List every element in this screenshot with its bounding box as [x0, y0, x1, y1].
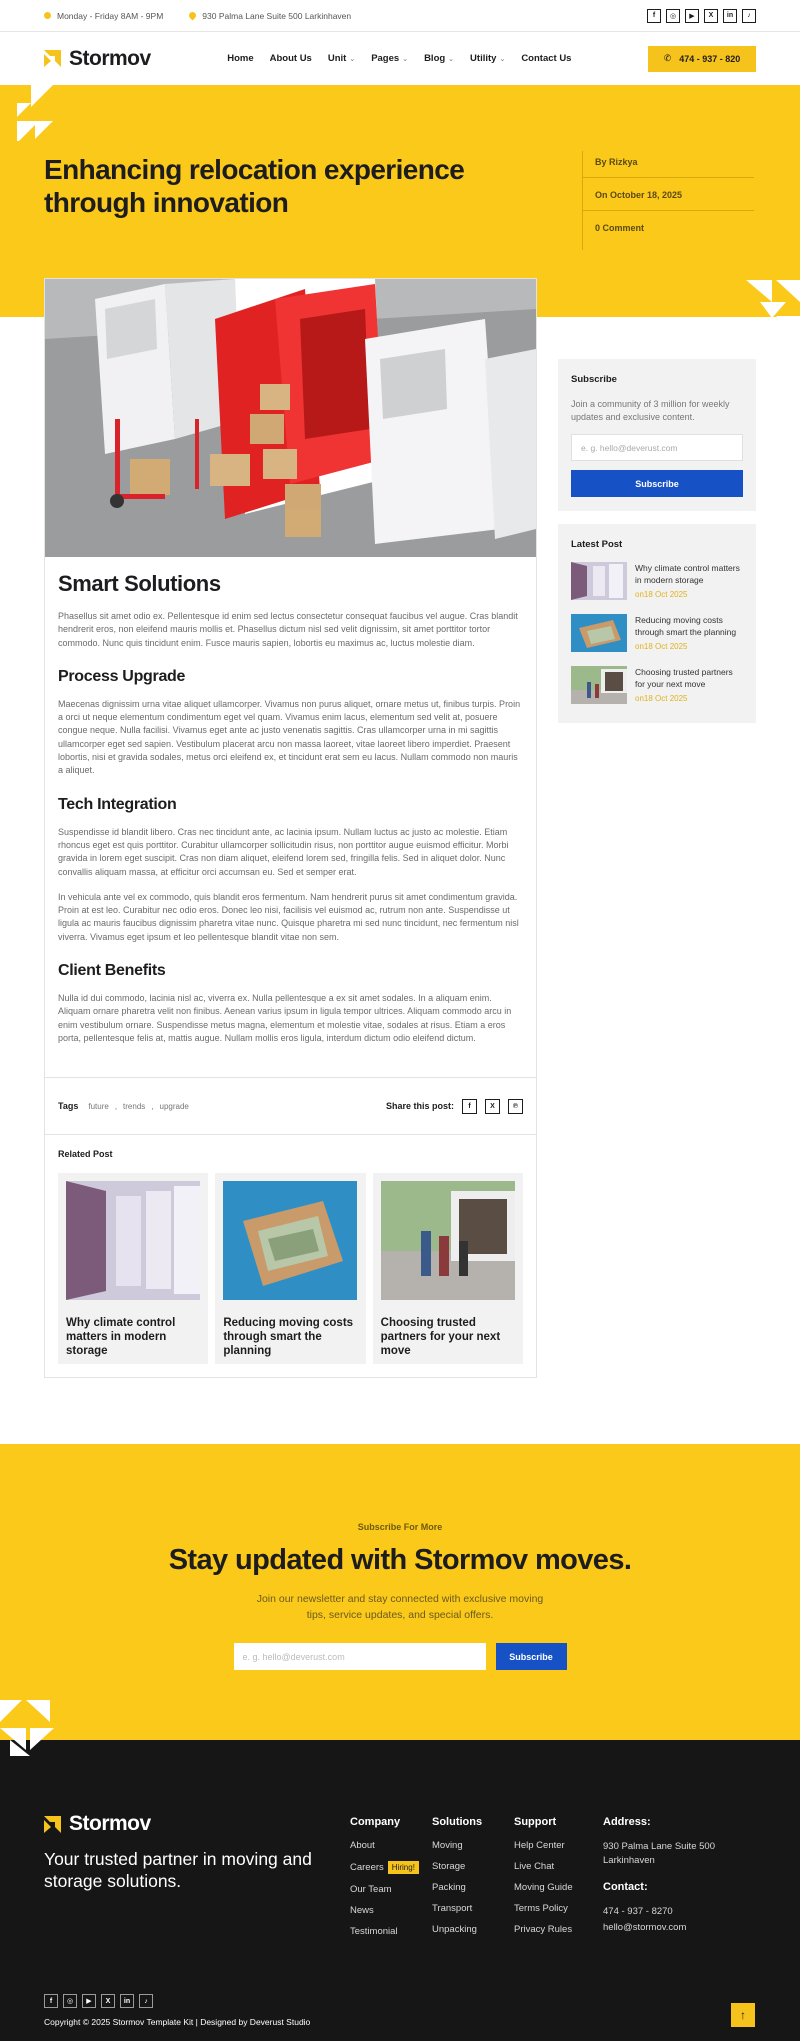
nav-contact[interactable] — [521, 53, 571, 64]
latest-post-title: Reducing moving costs through smart the planning — [635, 615, 737, 637]
logo-arrow-icon — [44, 50, 61, 67]
post-author: By Rizkya — [583, 151, 754, 178]
chevron-down-icon: ⌄ — [448, 55, 455, 63]
facebook-share-icon[interactable]: f — [462, 1099, 477, 1114]
paragraph: Suspendisse id blandit libero. Cras nec tincidunt ante, ac lacinia ipsum. Nullam luctus ac justo ac molestie. Etiam rhoncus eget est quis porttitor. Curabitur ullamcorper sollicitudin risus, non porttitor augue euismod efficitur. Morbi gravida in lorem eget suscipit. Cras non diam aliquet, eleifend lorem sed, fringilla felis. Sed in aliquet dolor. Nunc convallis aliquam massa, at efficitur orci accumsan eu. Sed et semper erat. — [58, 826, 509, 877]
related-grid — [58, 1173, 523, 1364]
brand-name: Stormov — [69, 46, 151, 70]
link-label: Our Team — [350, 1884, 392, 1895]
footer-tagline: Your trusted partner in moving and storage solutions. — [44, 1849, 312, 1891]
newsletter-subscribe-button[interactable]: Subscribe — [496, 1643, 567, 1670]
related-title: Reducing moving costs through smart the planning — [223, 1317, 354, 1358]
related-posts — [45, 1135, 536, 1377]
footer-link[interactable]: Live Chat — [514, 1861, 555, 1872]
section-heading: Tech Integration — [58, 795, 177, 813]
footer-logo[interactable] — [44, 1812, 151, 1836]
top-socials — [647, 9, 756, 23]
section-heading: Process Upgrade — [58, 667, 186, 685]
newsletter-description: Join our newsletter and stay connected with exclusive moving tips, service updates, and special offers. — [256, 1593, 544, 1621]
nav-unit[interactable] — [328, 53, 355, 64]
share-bar — [386, 1099, 523, 1114]
footer-contact-column — [603, 1816, 753, 1934]
related-card[interactable] — [58, 1173, 208, 1364]
tag-separator: , — [114, 1101, 118, 1111]
nav-blog[interactable] — [424, 53, 454, 64]
link-label: About — [350, 1840, 375, 1851]
latest-post-item[interactable] — [571, 562, 743, 600]
clock-icon — [44, 12, 51, 19]
hiring-badge: Hiring! — [388, 1861, 419, 1874]
footer-link[interactable]: Unpacking — [432, 1924, 477, 1935]
scroll-to-top-button[interactable] — [731, 2003, 755, 2027]
linkedin-icon[interactable]: in — [723, 9, 737, 23]
storage-lockers-thumbnail — [66, 1181, 200, 1300]
email-input[interactable]: e. g. hello@deverust.com — [571, 434, 743, 461]
footer-link[interactable]: Transport — [432, 1903, 473, 1914]
latest-post-title: Choosing trusted partners for your next move — [635, 667, 733, 689]
location-pin-icon — [188, 11, 198, 21]
column-heading: Solutions — [432, 1816, 483, 1828]
article-body — [45, 557, 536, 1077]
link-label: Testimonial — [350, 1926, 398, 1937]
tiktok-icon[interactable]: ♪ — [742, 9, 756, 23]
footer-socials — [44, 1994, 153, 2008]
nav-home[interactable] — [227, 53, 253, 64]
tags-label: Tags — [58, 1101, 79, 1112]
footer-link[interactable]: Storage — [432, 1861, 466, 1872]
tag-link[interactable]: trends — [123, 1101, 146, 1111]
related-card[interactable] — [215, 1173, 365, 1364]
footer-solutions-column — [432, 1816, 482, 1945]
chevron-down-icon: ⌄ — [349, 55, 356, 63]
related-title: Choosing trusted partners for your next move — [380, 1317, 501, 1358]
x-icon[interactable]: X — [704, 9, 718, 23]
footer-email[interactable]: hello@stormov.com — [603, 1921, 687, 1933]
nav-label: About Us — [269, 53, 312, 64]
footer-link[interactable]: Moving Guide — [514, 1882, 573, 1893]
nav-label: Home — [227, 53, 254, 64]
instagram-icon[interactable]: ◎ — [63, 1994, 77, 2008]
address-text: 930 Palma Lane Suite 500 Larkinhaven — [202, 10, 352, 21]
footer-support-column — [514, 1816, 573, 1945]
copyright-text: Copyright © 2025 Stormov Template Kit | Designed by Deverust Studio — [44, 2017, 311, 2027]
nav-pages[interactable] — [371, 53, 408, 64]
footer-link[interactable]: Terms Policy — [514, 1903, 568, 1914]
pinterest-share-icon[interactable]: ℗ — [508, 1099, 523, 1114]
chevron-down-icon: ⌄ — [402, 55, 409, 63]
footer-link[interactable] — [350, 1861, 419, 1874]
footer-link[interactable] — [350, 1884, 419, 1895]
x-share-icon[interactable]: X — [485, 1099, 500, 1114]
top-info — [44, 11, 351, 21]
article-hero-image — [45, 279, 536, 557]
share-label: Share this post: — [385, 1101, 454, 1112]
facebook-icon[interactable]: f — [647, 9, 661, 23]
facebook-icon[interactable]: f — [44, 1994, 58, 2008]
storage-lockers-thumbnail — [571, 562, 627, 600]
newsletter-email-input[interactable]: e. g. hello@deverust.com — [234, 1643, 486, 1670]
instagram-icon[interactable]: ◎ — [666, 9, 680, 23]
latest-post-title: Why climate control matters in modern storage — [635, 563, 740, 585]
footer-link[interactable] — [350, 1926, 419, 1937]
post-meta — [582, 151, 754, 250]
youtube-icon[interactable]: ▶ — [685, 9, 699, 23]
widget-title: Subscribe — [571, 374, 617, 385]
tag-separator: , — [151, 1101, 154, 1111]
tag-list — [58, 1101, 189, 1111]
hours-text: Monday - Friday 8AM - 9PM — [57, 10, 164, 21]
youtube-icon[interactable]: ▶ — [82, 1994, 96, 2008]
tag-link[interactable]: upgrade — [159, 1101, 189, 1111]
tag-link[interactable]: future — [88, 1101, 109, 1111]
widget-title: Latest Post — [571, 539, 623, 550]
nav-label: Pages — [371, 53, 400, 64]
arrow-up-icon: ↑ — [740, 2008, 746, 2022]
triangle-pattern-icon — [746, 280, 800, 336]
paragraph: Nulla id dui commodo, lacinia nisl ac, viverra ex. Nulla pellentesque a ex sit amet sodales. In a aliquam enim. Aliquam ornare pharetra velit non finibus. Aenean varius ipsum in ligula tempor ultrices. Aliquam commodo arcu in enim vestibulum ornare. Suspendisse metus magna, elementum et molestie vitae, sodales at risus. Etiam a eros porta, pellentesque felis at, mattis augue. Nullam mollis eros ligula, interdum dictum odio eleifend dictum. — [58, 993, 512, 1043]
section-heading: Smart Solutions — [58, 571, 221, 596]
site-footer — [0, 1740, 800, 2041]
moving-vans-illustration — [45, 279, 536, 557]
site-header — [0, 32, 800, 85]
nav-about[interactable] — [270, 53, 312, 64]
footer-link[interactable] — [350, 1905, 419, 1916]
paragraph: Phasellus sit amet odio ex. Pellentesque id enim sed lectus consectetur consequat faucibus vel augue. Cras blandit hendrerit eros, non eleifend mauris mollis et. Phasellus dictum nisl sed velit dignissim, sit amet porttitor tortor commodo. Nunc quis tincidunt enim. Fusce mauris sapien, lobortis eu maximus ac, luctus molestie diam. — [58, 611, 518, 648]
nav-utility[interactable] — [470, 53, 505, 64]
phone-button[interactable] — [648, 46, 756, 72]
latest-post-date: on18 Oct 2025 — [635, 590, 688, 599]
triangle-pattern-icon — [0, 1700, 54, 1756]
footer-link[interactable]: Moving — [432, 1840, 463, 1851]
related-title: Why climate control matters in modern storage — [66, 1317, 176, 1358]
latest-post-date: on18 Oct 2025 — [635, 642, 688, 651]
nav-label: Utility — [470, 53, 497, 64]
main-nav — [227, 53, 571, 64]
column-heading: Support — [514, 1816, 557, 1828]
top-bar — [0, 0, 800, 32]
tiktok-icon[interactable]: ♪ — [139, 1994, 153, 2008]
widget-description: Join a community of 3 million for weekly updates and exclusive content. — [571, 399, 730, 422]
moving-family-thumbnail — [381, 1181, 515, 1300]
related-heading: Related Post — [58, 1149, 113, 1160]
column-heading: Contact: — [603, 1881, 648, 1893]
post-comments[interactable]: 0 Comment — [595, 223, 645, 233]
section-heading: Client Benefits — [58, 962, 166, 980]
nav-label: Blog — [424, 53, 446, 64]
footer-link[interactable]: Packing — [432, 1882, 466, 1893]
moving-family-thumbnail — [571, 666, 627, 704]
paragraph: Maecenas dignissim urna vitae aliquet ullamcorper. Vivamus non purus aliquet, ornare metus ut, finibus turpis. Proin a orci ut neque elementum condimentum eget vel quam. Vivamus enim lacus, elementum sed velit at, posuere congue neque. Nulla facilisi. Vivamus eget ante ac justo venenatis sagittis. Cras ullamcorper urna in mi sagittis ullamcorper eget sed sapien. Vestibulum placerat arcu non massa laoreet, vitae laoreet libero imperdiet. Praesent lobortis, nisi et gravida sodales, metus orci eleifend ex, et tincidunt erat sem eu lacus. Nullam commodo non mauris a aliquet. — [58, 698, 521, 776]
latest-post-date: on18 Oct 2025 — [635, 694, 688, 703]
tags-share-row — [45, 1077, 536, 1135]
footer-link[interactable]: Help Center — [514, 1840, 565, 1851]
footer-link[interactable]: Privacy Rules — [514, 1924, 573, 1935]
link-label: News — [350, 1905, 374, 1916]
subscribe-widget — [558, 359, 756, 511]
nav-label: Unit — [327, 53, 347, 64]
newsletter-title: Stay updated with Stormov moves. — [168, 1544, 632, 1576]
footer-phone[interactable]: 474 - 937 - 8270 — [603, 1906, 673, 1917]
phone-number: 474 - 937 - 820 — [679, 53, 741, 64]
brand-name: Stormov — [69, 1812, 151, 1835]
logo[interactable] — [44, 47, 151, 71]
article-card — [44, 278, 537, 1378]
logo-arrow-icon — [44, 1816, 61, 1833]
footer-link[interactable] — [350, 1840, 419, 1851]
page-title: Enhancing relocation experience through innovation — [44, 154, 465, 218]
newsletter-section — [0, 1444, 800, 1740]
link-label: Careers — [350, 1862, 384, 1873]
linkedin-icon[interactable]: in — [120, 1994, 134, 2008]
business-hours — [44, 11, 163, 21]
chevron-down-icon: ⌄ — [499, 55, 506, 63]
money-box-thumbnail — [223, 1181, 357, 1300]
latest-post-item[interactable] — [571, 666, 743, 704]
latest-posts-widget — [558, 524, 756, 723]
phone-icon: ✆ — [663, 53, 672, 63]
business-address — [189, 11, 351, 21]
x-icon[interactable]: X — [101, 1994, 115, 2008]
related-card[interactable] — [373, 1173, 523, 1364]
latest-post-item[interactable] — [571, 614, 743, 652]
nav-label: Contact Us — [521, 53, 572, 64]
triangle-pattern-icon — [17, 85, 57, 141]
paragraph: In vehicula ante vel ex commodo, quis blandit eros fermentum. Nam hendrerit purus sit amet condimentum gravida. Proin at est leo. Curabitur nec odio eros. Donec leo nisi, facilisis vel euismod ac, rutrum non ante. Suspendisse ut ligula ac mauris faucibus dignissim pharetra vitae nunc. Quisque pharetra mi sed nunc tincidunt, nec fermentum nisl viverra. Vivamus eget ipsum et leo pellentesque blandit vitae non sem. — [58, 891, 519, 942]
column-heading: Company — [350, 1816, 401, 1828]
footer-company-column — [350, 1816, 419, 1947]
subscribe-button[interactable]: Subscribe — [571, 470, 743, 497]
money-box-thumbnail — [571, 614, 627, 652]
column-heading: Address: — [603, 1816, 651, 1828]
post-date: On October 18, 2025 — [583, 184, 754, 211]
newsletter-label: Subscribe For More — [357, 1522, 443, 1532]
newsletter-form — [0, 1643, 800, 1670]
footer-address: 930 Palma Lane Suite 500 Larkinhaven — [603, 1841, 715, 1866]
